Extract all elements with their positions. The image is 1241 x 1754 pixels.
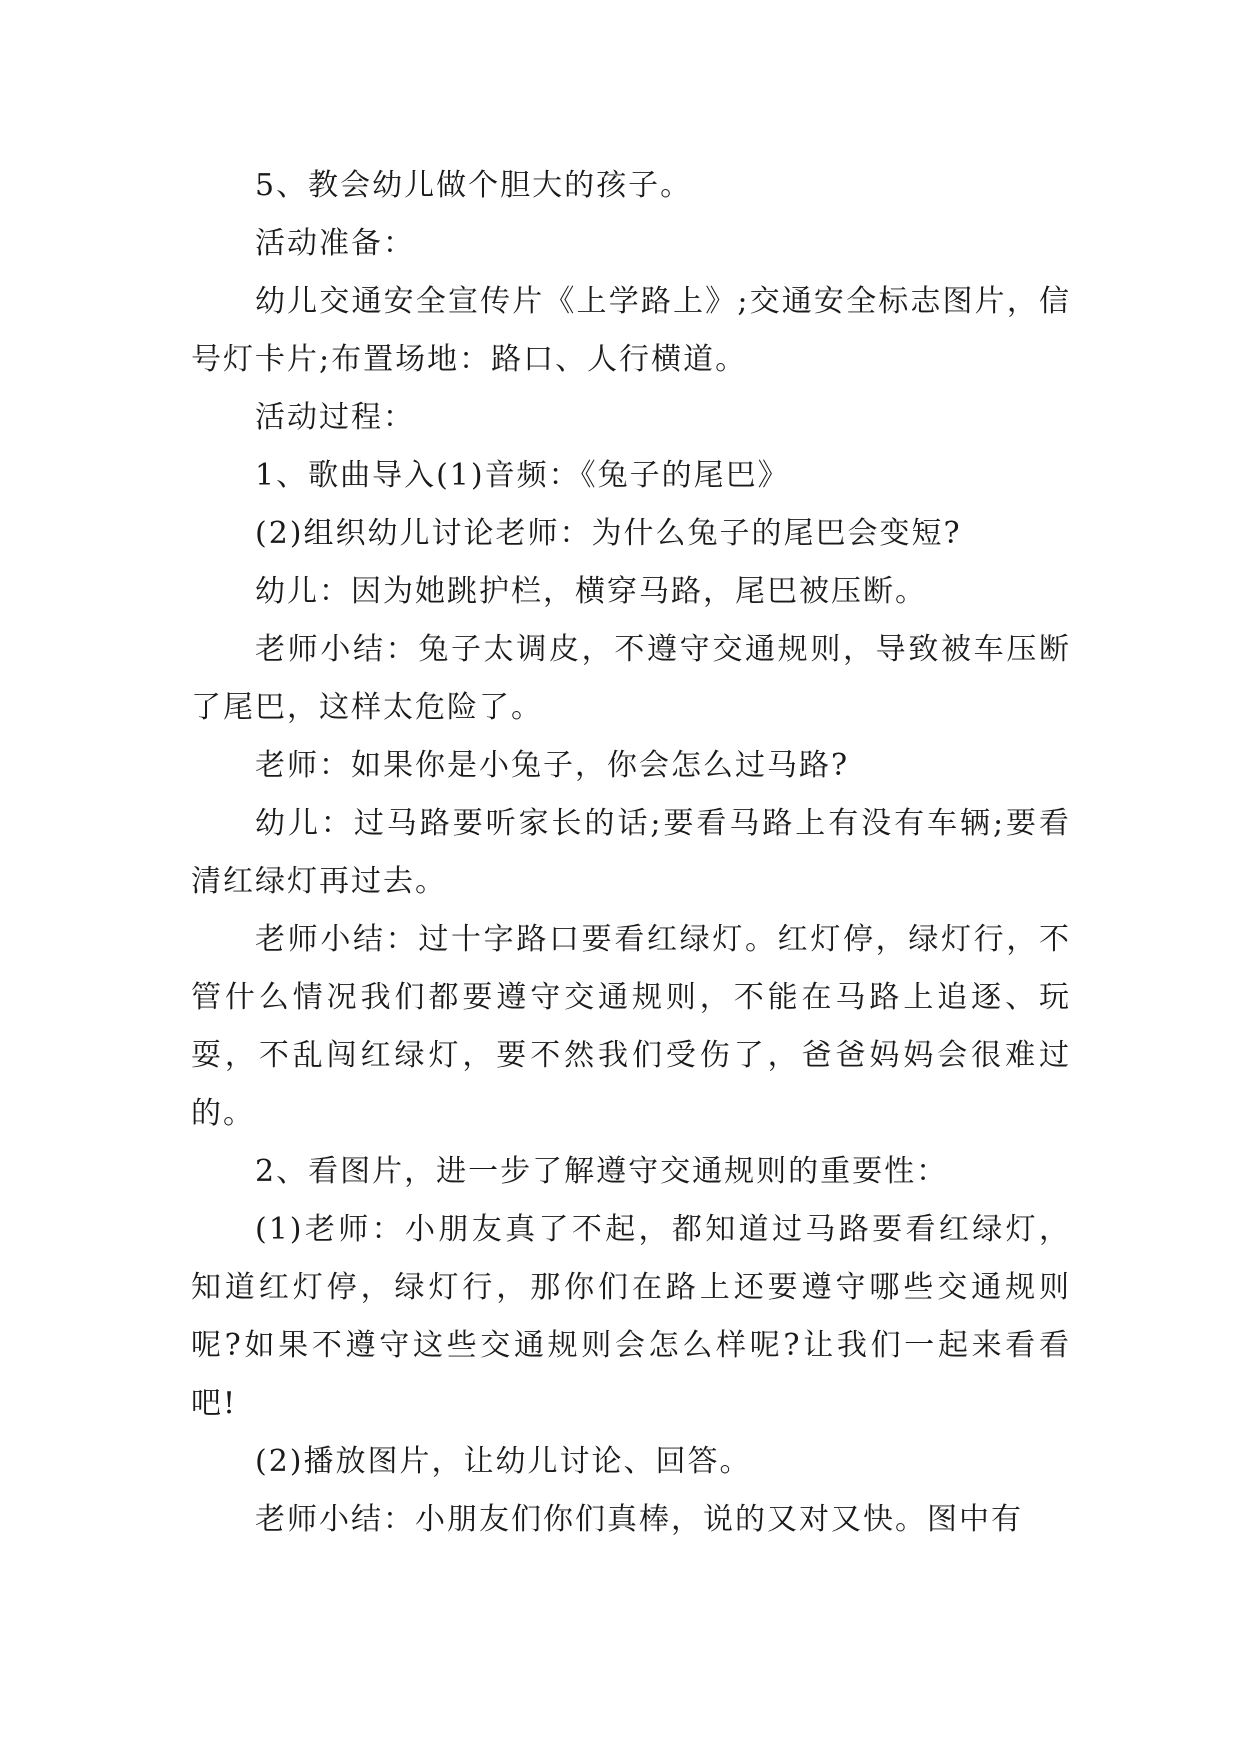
heading-activity-process: 活动过程：: [255, 400, 415, 435]
paragraph-step-2: 2、看图片，进一步了解遵守交通规则的重要性：: [255, 1154, 949, 1189]
paragraph-teacher-prompt: (1)老师：小朋友真了不起，都知道过马路要看红绿灯，知道红灯停，绿灯行，那你们在路上还要遵守哪些交通规则呢?如果不遵守这些交通规则会怎么样呢?让我们一起来看看吧!: [191, 1212, 1071, 1421]
paragraph-play-pictures: (2)播放图片，让幼儿讨论、回答。: [255, 1444, 752, 1479]
paragraph-teacher-question: 老师：如果你是小兔子，你会怎么过马路?: [255, 748, 850, 783]
paragraph-goal-5: 5、教会幼儿做个胆大的孩子。: [255, 168, 693, 203]
heading-activity-preparation: 活动准备：: [255, 226, 415, 261]
document-body: [191, 157, 1071, 1549]
paragraph-discussion: (2)组织幼儿讨论老师：为什么兔子的尾巴会变短?: [255, 516, 962, 551]
paragraph-song-intro: 1、歌曲导入(1)音频：《兔子的尾巴》: [255, 458, 790, 493]
paragraph-teacher-summary-3: 老师小结：小朋友们你们真棒，说的又对又快。图中有: [255, 1502, 1023, 1537]
paragraph-teacher-summary-2: 老师小结：过十字路口要看红绿灯。红灯停，绿灯行，不管什么情况我们都要遵守交通规则，不能在马路上追逐、玩耍，不乱闯红绿灯，要不然我们受伤了，爸爸妈妈会很难过的。: [191, 922, 1071, 1131]
paragraph-child-answer-2: 幼儿：过马路要听家长的话;要看马路上有没有车辆;要看清红绿灯再过去。: [191, 806, 1071, 899]
paragraph-preparation: 幼儿交通安全宣传片《上学路上》;交通安全标志图片，信号灯卡片;布置场地：路口、人行横道。: [191, 284, 1071, 377]
paragraph-child-answer-1: 幼儿：因为她跳护栏，横穿马路，尾巴被压断。: [255, 574, 927, 609]
paragraph-teacher-summary-1: 老师小结：兔子太调皮，不遵守交通规则，导致被车压断了尾巴，这样太危险了。: [191, 632, 1071, 725]
